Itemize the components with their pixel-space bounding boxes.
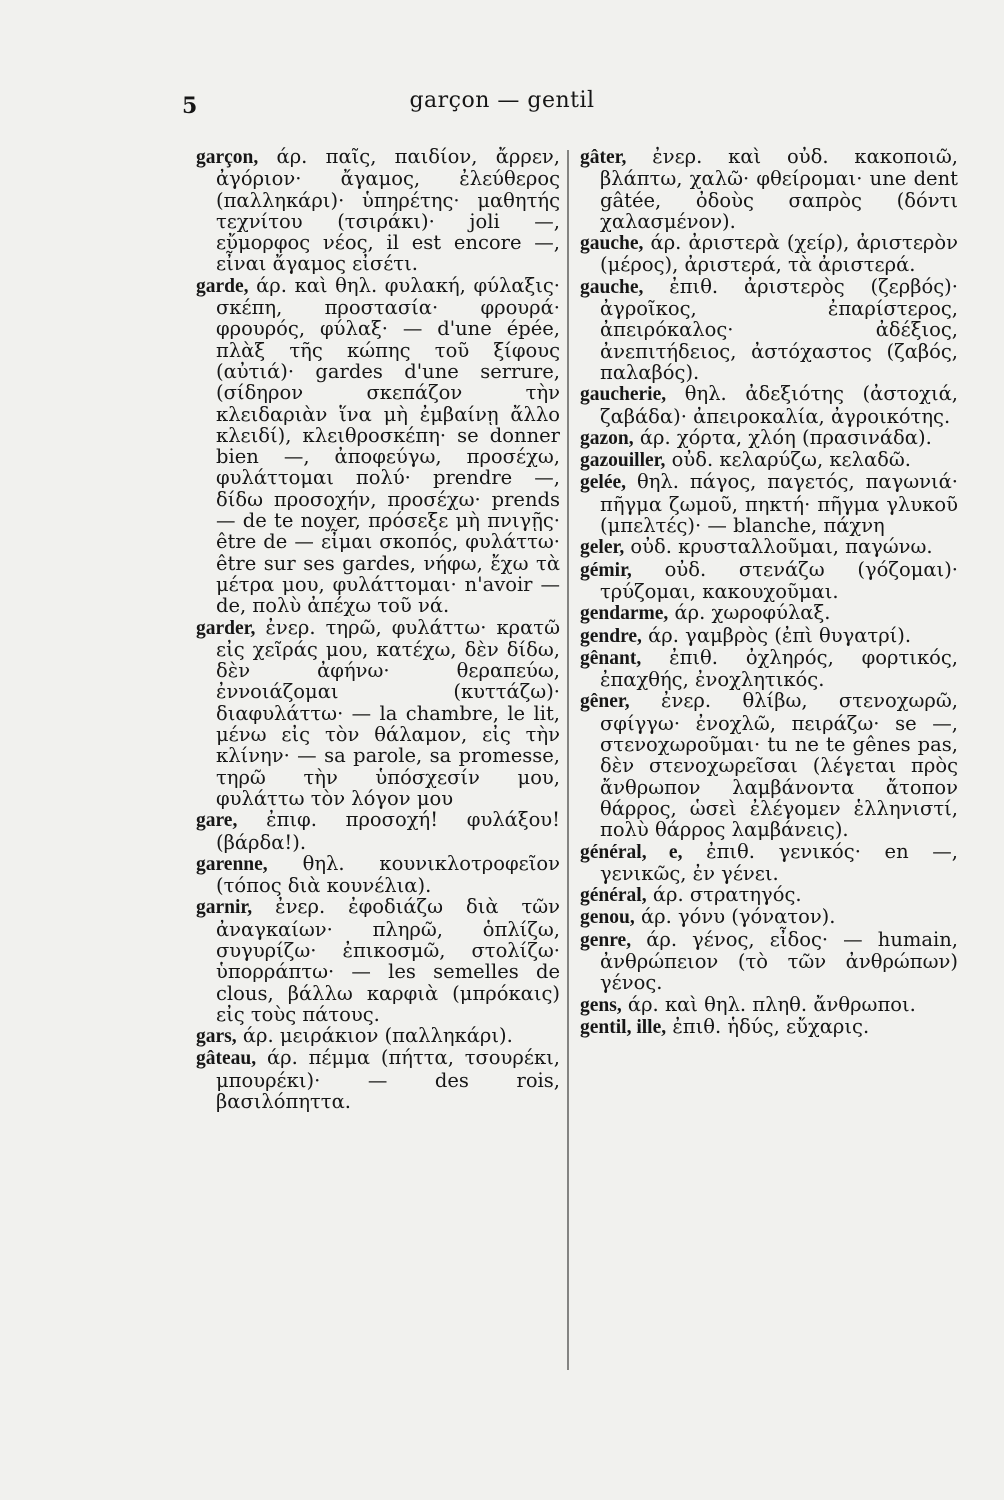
entry-definition: άρ. μειράκιον (παλληκάρι). bbox=[242, 1024, 513, 1048]
dictionary-entry bbox=[580, 449, 958, 471]
entry-headword: gentil, ille, bbox=[580, 1016, 667, 1038]
entry-definition: ἐνερ. τηρῶ, φυλάττω· κρατῶ εἰς χεῖράς μου, κατέχω, δὲν δίδω, δὲν ἀφήνω· θεραπεύω, ἐννοιάζομαι (κυττάζω)· διαφυλάττω· — la chambre, le lit, μένω εἰς τὸν θάλαμον, εἰς τὴν κλίνην· — sa parole, sa promesse, τηρῶ τὴν ὑπόσχεσίν μου, φυλάττω τὸν λόγον μου bbox=[216, 615, 560, 810]
entry-definition: θηλ. κουνικλοτροφεῖον (τόπος διὰ κουνέλια). bbox=[216, 851, 560, 898]
entry-definition: οὐδ. κρυσταλλοῦμαι, παγώνω. bbox=[630, 535, 933, 559]
entry-definition: άρ. πέμμα (πήττα, τσουρέκι, μπουρέκι)· — des rois, βασιλόπηττα. bbox=[216, 1046, 561, 1114]
entry-definition: οὐδ. στενάζω (γόζομαι)· τρύζομαι, κακουχοῦμαι. bbox=[600, 557, 959, 603]
entry-headword: gémir, bbox=[580, 559, 632, 581]
entry-definition: ἐπιθ. ἡδύς, εὔχαρις. bbox=[672, 1014, 870, 1038]
dictionary-entry bbox=[580, 647, 958, 691]
dictionary-entry bbox=[580, 994, 958, 1016]
entry-headword: gâteau, bbox=[196, 1048, 257, 1070]
entry-definition: ἐπιθ. ἀριστερὸς (ζερβός)· ἀγροῖκος, ἐπαρίστερος, ἀπειρόκαλος· ἀδέξιος, ἀνεπιτήδειος, ἀστόχαστος (ζαβός, παλαβός). bbox=[600, 274, 958, 384]
running-head: garçon — gentil bbox=[409, 88, 595, 113]
entry-definition: οὐδ. κελαρύζω, κελαδῶ. bbox=[671, 448, 911, 472]
entry-definition: ἐπιθ. γενικός· en —, γενικῶς, ἐν γένει. bbox=[600, 839, 959, 885]
dictionary-entry bbox=[580, 146, 958, 232]
entry-headword: gauche, bbox=[580, 276, 644, 298]
entry-definition: άρ. γένος, εἶδος· — humain, ἀνθρώπειον (τὸ τῶν ἀνθρώπων) γένος. bbox=[600, 927, 958, 995]
entry-headword: gare, bbox=[196, 810, 238, 832]
dictionary-entry bbox=[580, 906, 958, 928]
entry-definition: άρ. χόρτα, χλόη (πρασινάδα). bbox=[639, 425, 932, 449]
entry-definition: άρ. παῖς, παιδίον, ἄρρεν, ἀγόριον· ἄγαμος, ἐλεύθερος (παλληκάρι)· ὑπηρέτης· μαθητής τεχνίτου (τσιράκι)· joli —, εὔμορφος νέος, il est encore —, εἶναι ἄγαμος εἰσέτι. bbox=[216, 145, 560, 276]
dictionary-entry bbox=[580, 884, 958, 906]
dictionary-entry bbox=[580, 690, 958, 840]
page-number: 5 bbox=[182, 93, 198, 119]
entry-definition: άρ. καὶ θηλ. πληθ. ἄνθρωποι. bbox=[627, 992, 916, 1016]
entry-definition: άρ. χωροφύλαξ. bbox=[674, 601, 831, 625]
entry-headword: genou, bbox=[580, 907, 635, 929]
entry-headword: gazon, bbox=[580, 427, 634, 449]
entry-headword: gâter, bbox=[580, 147, 627, 168]
entry-headword: geler, bbox=[580, 537, 625, 559]
dictionary-entry bbox=[580, 841, 958, 885]
entry-definition: θηλ. πάγος, παγετός, παγωνιά· πῆγμα ζωμοῦ, πηκτή· πῆγμα γλυκοῦ (μπελτές)· — blanche, πάχνη bbox=[600, 470, 959, 538]
entry-headword: garçon, bbox=[196, 147, 259, 168]
dictionary-entry bbox=[580, 232, 958, 276]
dictionary-entry bbox=[580, 383, 958, 427]
dictionary-entry bbox=[580, 559, 958, 603]
dictionary-entry bbox=[580, 602, 958, 624]
left-column bbox=[196, 146, 560, 1112]
entry-definition: ἐνερ. καὶ οὐδ. κακοποιῶ, βλάπτω, χαλῶ· φθείρομαι· une dent gâtée, ὀδοὺς σαπρὸς (δόντι χαλασμένον). bbox=[600, 145, 959, 233]
column-rule bbox=[567, 150, 569, 1370]
dictionary-entry bbox=[196, 146, 560, 275]
dictionary-entry bbox=[196, 1025, 560, 1047]
entry-headword: gaucherie, bbox=[580, 384, 667, 406]
entry-definition: άρ. στρατηγός. bbox=[652, 883, 802, 907]
entry-headword: garde, bbox=[196, 275, 249, 297]
entry-headword: général, bbox=[580, 885, 647, 907]
dictionary-entry bbox=[580, 625, 958, 647]
dictionary-entry bbox=[196, 1047, 560, 1112]
entry-definition: άρ. ἀριστερὰ (χείρ), ἀριστερὸν (μέρος), ἀριστερά, τὰ ἀριστερά. bbox=[600, 231, 958, 277]
entry-headword: gens, bbox=[580, 994, 622, 1016]
entry-headword: genre, bbox=[580, 929, 632, 951]
entry-headword: gelée, bbox=[580, 472, 627, 494]
entry-headword: gars, bbox=[196, 1026, 237, 1048]
dictionary-entry bbox=[580, 427, 958, 449]
entry-definition: άρ. γόνυ (γόνατον). bbox=[640, 905, 836, 929]
entry-headword: garenne, bbox=[196, 853, 268, 875]
right-column bbox=[580, 146, 958, 1038]
dictionary-entry bbox=[196, 617, 560, 810]
dictionary-entry bbox=[580, 276, 958, 383]
dictionary-entry bbox=[196, 896, 560, 1025]
entry-definition: ἐνερ. ἐφοδιάζω διὰ τῶν ἀναγκαίων· πληρῶ, ὁπλίζω, συγυρίζω· ἐπικοσμῶ, στολίζω· ὑπορράπτω· — les semelles de clous, βάλλω καρφιὰ (μπρόκαις) εἰς τοὺς πάτους. bbox=[216, 895, 560, 1026]
entry-headword: gêner, bbox=[580, 691, 630, 713]
entry-definition: ἐπιφ. προσοχή! φυλάξου! (βάρδα!). bbox=[216, 808, 561, 854]
entry-headword: garnir, bbox=[196, 897, 253, 919]
entry-headword: gendarme, bbox=[580, 603, 669, 625]
dictionary-entry bbox=[196, 275, 560, 617]
entry-definition: ἐπιθ. ὀχληρός, φορτικός, ἐπαχθής, ἐνοχλητικός. bbox=[600, 645, 958, 692]
entry-headword: gazouiller, bbox=[580, 450, 666, 472]
entry-headword: gênant, bbox=[580, 647, 642, 669]
entry-definition: ἐνερ. θλίβω, στενοχωρῶ, σφίγγω· ἐνοχλῶ, πειράζω· se —, στενοχωροῦμαι· tu ne te gênes pas, δὲν στενοχωρεῖσαι (λέγεται πρὸς ἄνθρωπον λαμβάνοντα ἄτοπον θάρρος, ὡσεὶ ἐλέγομεν ἑλληνιστί, πολὺ θάρρος λαμβάνεις). bbox=[600, 689, 958, 842]
entry-definition: άρ. γαμβρὸς (ἐπὶ θυγατρί). bbox=[648, 623, 912, 647]
entry-headword: général, e, bbox=[580, 841, 683, 863]
entry-definition: θηλ. ἀδεξιότης (ἀστοχιά, ζαβάδα)· ἀπειροκαλία, ἀγροικότης. bbox=[600, 382, 958, 428]
dictionary-entry bbox=[580, 536, 958, 558]
dictionary-entry bbox=[196, 809, 560, 853]
dictionary-entry bbox=[580, 929, 958, 994]
entry-headword: gendre, bbox=[580, 625, 642, 647]
entry-definition: άρ. καὶ θηλ. φυλακή, φύλαξις· σκέπη, προστασία· φρουρά· φρουρός, φύλαξ· — d'une épée, πλὰξ τῆς κώπης τοῦ ξίφους (αὐτιά)· gardes d'une serrure, (σίδηρον σκεπάζον τὴν κλειδαριὰν ἵνα μὴ ἐμβαίνῃ ἄλλο κλειδί), κλειθροσκέπη· se donner bien —, ἀποφεύγω, προσέχω, φυλάττομαι πολύ· prendre —, δίδω προσοχήν, προσέχω· prends — de te noyer, πρόσεξε μὴ πνιγῇς· être de — εἶμαι σκοπός, φυλάττω· être sur ses gardes, νήφω, ἔχω τὰ μέτρα μου, φυλάττομαι· n'avoir — de, πολὺ ἀπέχω τοῦ νά. bbox=[216, 273, 560, 618]
dictionary-entry bbox=[580, 1016, 958, 1038]
entry-headword: gauche, bbox=[580, 233, 644, 255]
dictionary-entry bbox=[580, 471, 958, 536]
dictionary-entry bbox=[196, 853, 560, 897]
entry-headword: garder, bbox=[196, 617, 256, 639]
